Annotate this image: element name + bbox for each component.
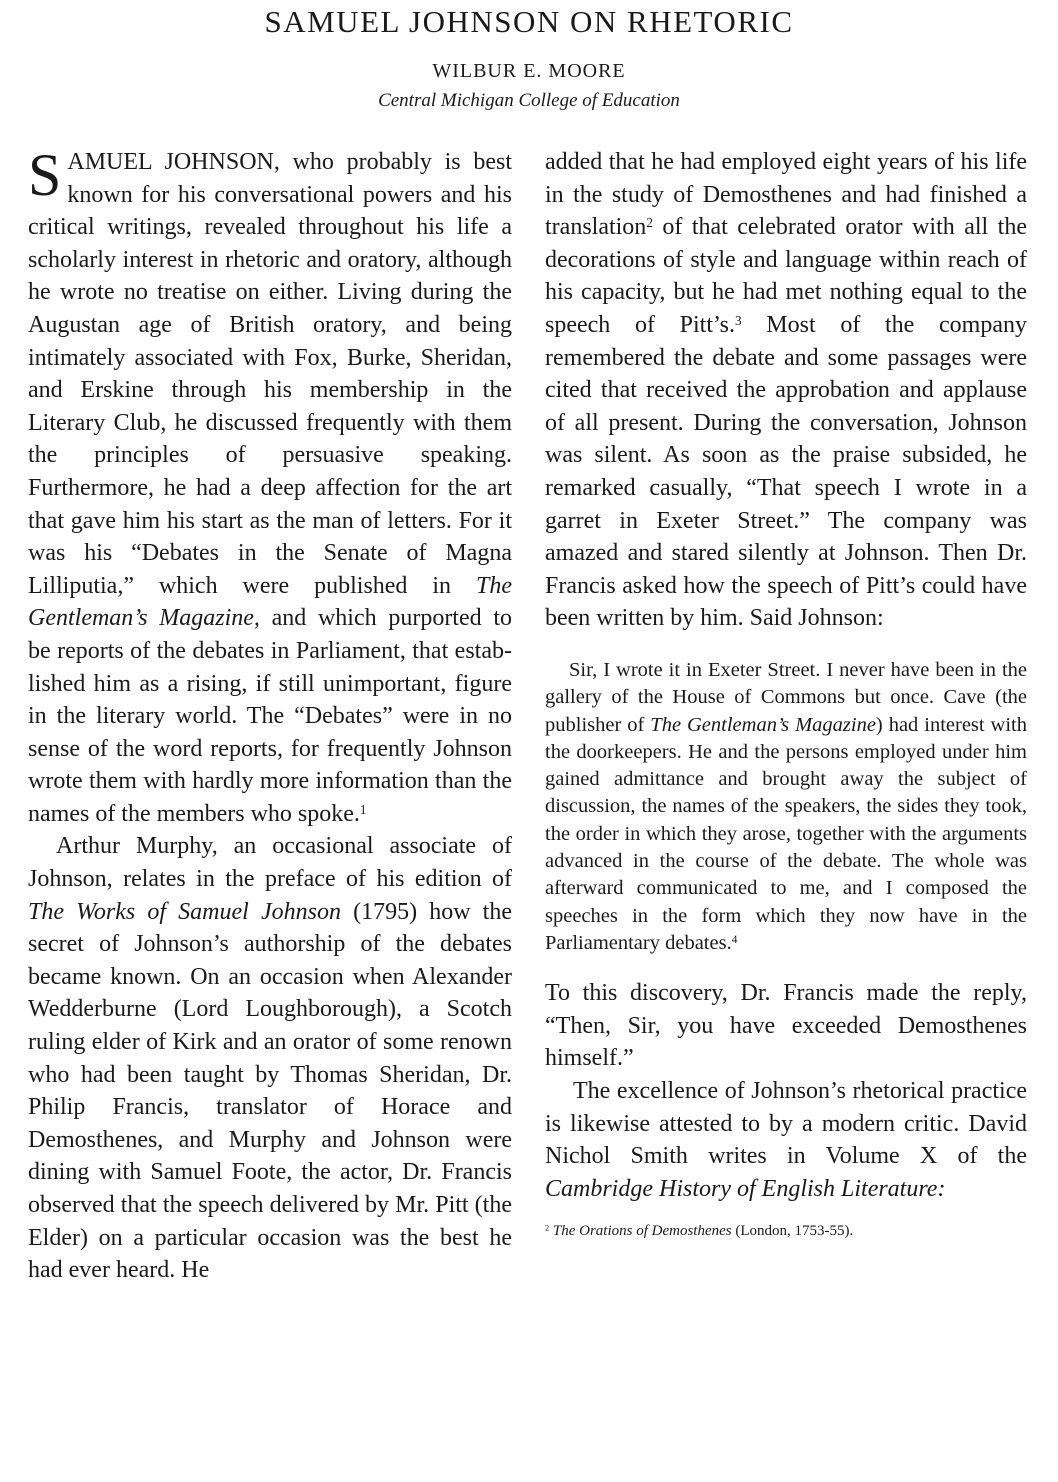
journal-title: The Gentleman’s Magazine [650, 713, 876, 736]
book-title: The Works of Samuel Johnson [28, 898, 341, 925]
journal-title: The Gentleman’s Magazine, [28, 572, 512, 632]
author-name: WILBUR E. MOORE [432, 60, 626, 82]
footnote-text: (London, 1753-55). [731, 1223, 854, 1240]
book-title: Cambridge History of English Literature: [545, 1175, 946, 1202]
paragraph-text: and which purported to be reports of the debates in Parliament, that established him as a rising, if still unimportant, figure in the literary world. The “Debates” were in no sense of the word reports, for frequently Johnson wrote them with hardly more information than the names of the members who spoke. [28, 605, 512, 827]
paragraph-continued [545, 146, 1027, 635]
paragraph-text: who probably is best known for his conversational powers and his critical writings, revealed throughout his life a scholarly interest in rhetoric and oratory, although he wrote no treatise on either. Living during the Augustan age of British oratory, and being intimately associated with Fox, Burke, Sheridan, and Erskine through his membership in the Literary Club, he discussed frequently with them the principles of persuasive speaking. Furthermore, he had a deep affection for the art that gave him his start as the man of letters. For it was his “Debates in the Senate of Magna Lilliputia,” which were published in [28, 149, 513, 599]
footnote-marker: 4 [731, 933, 738, 946]
paragraph-text: of that celebrated orator with all the decorations of style and language within reach of his capacity, but he had met nothing equal to the speech of Pitt’s. [545, 214, 1027, 338]
paragraph-intro [28, 142, 513, 830]
paragraph-text: Arthur Murphy, an occasional associate of Johnson, relates in the preface of his edition of [28, 833, 512, 893]
footnote-marker: 2 [646, 214, 653, 230]
block-quote [545, 657, 1027, 957]
footnote [545, 1221, 1027, 1241]
quote-text: ) had interest with the doorkeepers. He and the persons employed under him gained admittance and brought away the subject of discussion, the names of the speakers, the sides they took, the order in which they arose, together with the arguments advanced in the course of the debate. The whole was afterward communicated to me, and I composed the speeches in the form which they now have in the Parliamentary debates. [545, 713, 1027, 954]
opening-words: AMUEL JOHNSON, [67, 149, 280, 175]
paragraph-francis-reply [545, 977, 1027, 1075]
quote-text: Sir, I wrote it in Exeter Street. I never have been in the gallery of the House of Commons but once. Cave (the publisher of [545, 658, 1027, 736]
footnote-title: The Orations of Demosthenes [552, 1223, 732, 1240]
right-column [545, 146, 1027, 1241]
footnote-marker: 3 [735, 312, 742, 328]
paragraph-text: added that he had employed eight years of his life in the study of Demosthenes and had finished a translation [545, 149, 1027, 241]
paragraph-text: Most of the company remembered the debate and some passages were cited that received the approbation and applause of all present. During the conversation, Johnson was silent. As soon as the praise subsided, he remarked casually, “That speech I wrote in a garret in Exeter Street.” The company was amazed and stared silently at Johnson. Then Dr. Francis asked how the speech of Pitt’s could have been written by him. Said Johnson: [545, 311, 1027, 632]
article-title: SAMUEL JOHNSON ON RHETORIC [264, 4, 794, 39]
footnotes [545, 1221, 1027, 1241]
footnote-marker: 1 [359, 801, 367, 817]
footnote-number: 2 [545, 1223, 550, 1233]
paragraph-murphy [28, 830, 512, 1286]
paragraph-text: The excellence of Johnson’s rhetorical practice is likewise attested to by a modern critic. David Nichol Smith writes in Volume X of the [545, 1077, 1027, 1170]
drop-cap: S [28, 142, 62, 208]
paragraph-text: (1795) how the secret of Johnson’s authorship of the debates became known. On an occasion when Alexander Wedderburne (Lord Loughborough), a Scotch ruling elder of Kirk and an orator of some renown who had been taught by Thomas Sheridan, Dr. Philip Francis, translator of Horace and Demosthenes, and Murphy and Johnson were dining with Samuel Foote, the actor, Dr. Francis observed that the speech delivered by Mr. Pitt (the Elder) on a particular occasion was the best he had ever heard. He [28, 898, 513, 1284]
left-column [28, 142, 513, 1287]
paragraph-excellence [545, 1075, 1027, 1205]
author-affiliation: Central Michigan College of Education [378, 90, 680, 111]
paragraph-text: To this discovery, Dr. Francis made the reply, “Then, Sir, you have exceeded Demosthenes himself.” [545, 980, 1027, 1072]
